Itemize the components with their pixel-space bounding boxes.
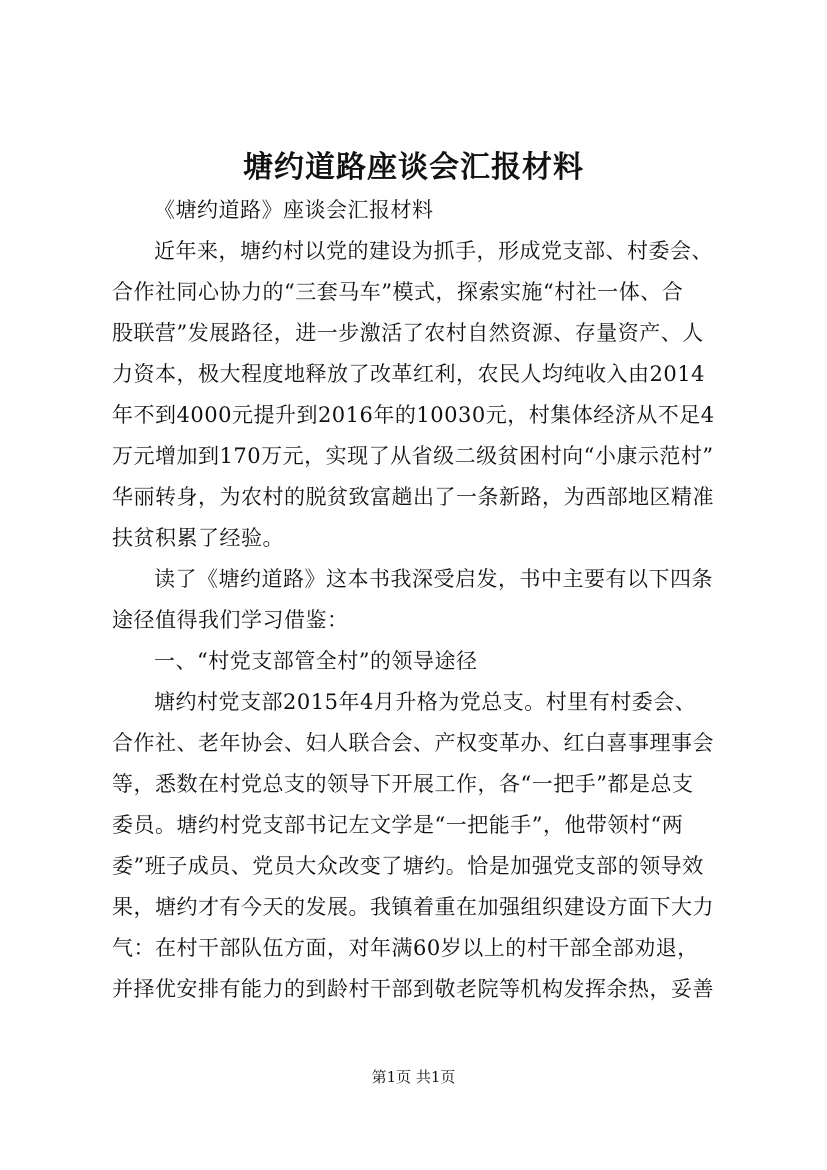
text-line: 委”班子成员、党员大众改变了塘约。恰是加强党支部的领导效 (112, 854, 704, 878)
text-line: 并择优安排有能力的到龄村干部到敬老院等机构发挥余热，妥善 (112, 977, 714, 1001)
text-line: 年不到4000元提升到2016年的10030元，村集体经济从不足4 (112, 403, 715, 427)
text-line: 扶贫积累了经验。 (112, 526, 284, 550)
text-line: 合作社、老年协会、妇人联合会、产权变革办、红白喜事理事会 (112, 731, 714, 755)
text-line: 等，悉数在村党总支的领导下开展工作，各“一把手”都是总支 (112, 772, 694, 796)
text-line: 股联营”发展路径，进一步激活了农村自然资源、存量资产、人 (112, 321, 704, 345)
section-heading: 一、“村党支部管全村”的领导途径 (154, 649, 478, 673)
document-body (112, 190, 715, 1010)
text-line: 读了《塘约道路》这本书我深受启发，书中主要有以下四条 (154, 567, 713, 591)
text-line: 力资本，极大程度地释放了改革红利，农民人均纯收入由2014 (112, 362, 705, 386)
text-line: 塘约村党支部2015年4月升格为党总支。村里有村委会、 (154, 690, 697, 714)
text-line: 委员。塘约村党支部书记左文学是“一把能手”，他带领村“两 (112, 813, 684, 837)
text-line: 果，塘约才有今天的发展。我镇着重在加强组织建设方面下大力 (112, 895, 714, 919)
text-line: 万元增加到170万元，实现了从省级二级贫困村向“小康示范村” (112, 444, 714, 468)
text-line-subtitle: 《塘约道路》座谈会汇报材料 (154, 198, 434, 222)
text-line: 近年来，塘约村以党的建设为抓手，形成党支部、村委会、 (154, 239, 713, 263)
text-line: 华丽转身，为农村的脱贫致富趟出了一条新路，为西部地区精准 (112, 485, 714, 509)
text-line: 途径值得我们学习借鉴： (112, 608, 349, 632)
page-footer: 第1页 共1页 (371, 1068, 456, 1086)
text-line: 合作社同心协力的“三套马车”模式，探索实施“村社一体、合 (112, 280, 684, 304)
text-line: 气：在村干部队伍方面，对年满60岁以上的村干部全部劝退， (112, 936, 699, 960)
document-title: 塘约道路座谈会汇报材料 (243, 150, 584, 185)
